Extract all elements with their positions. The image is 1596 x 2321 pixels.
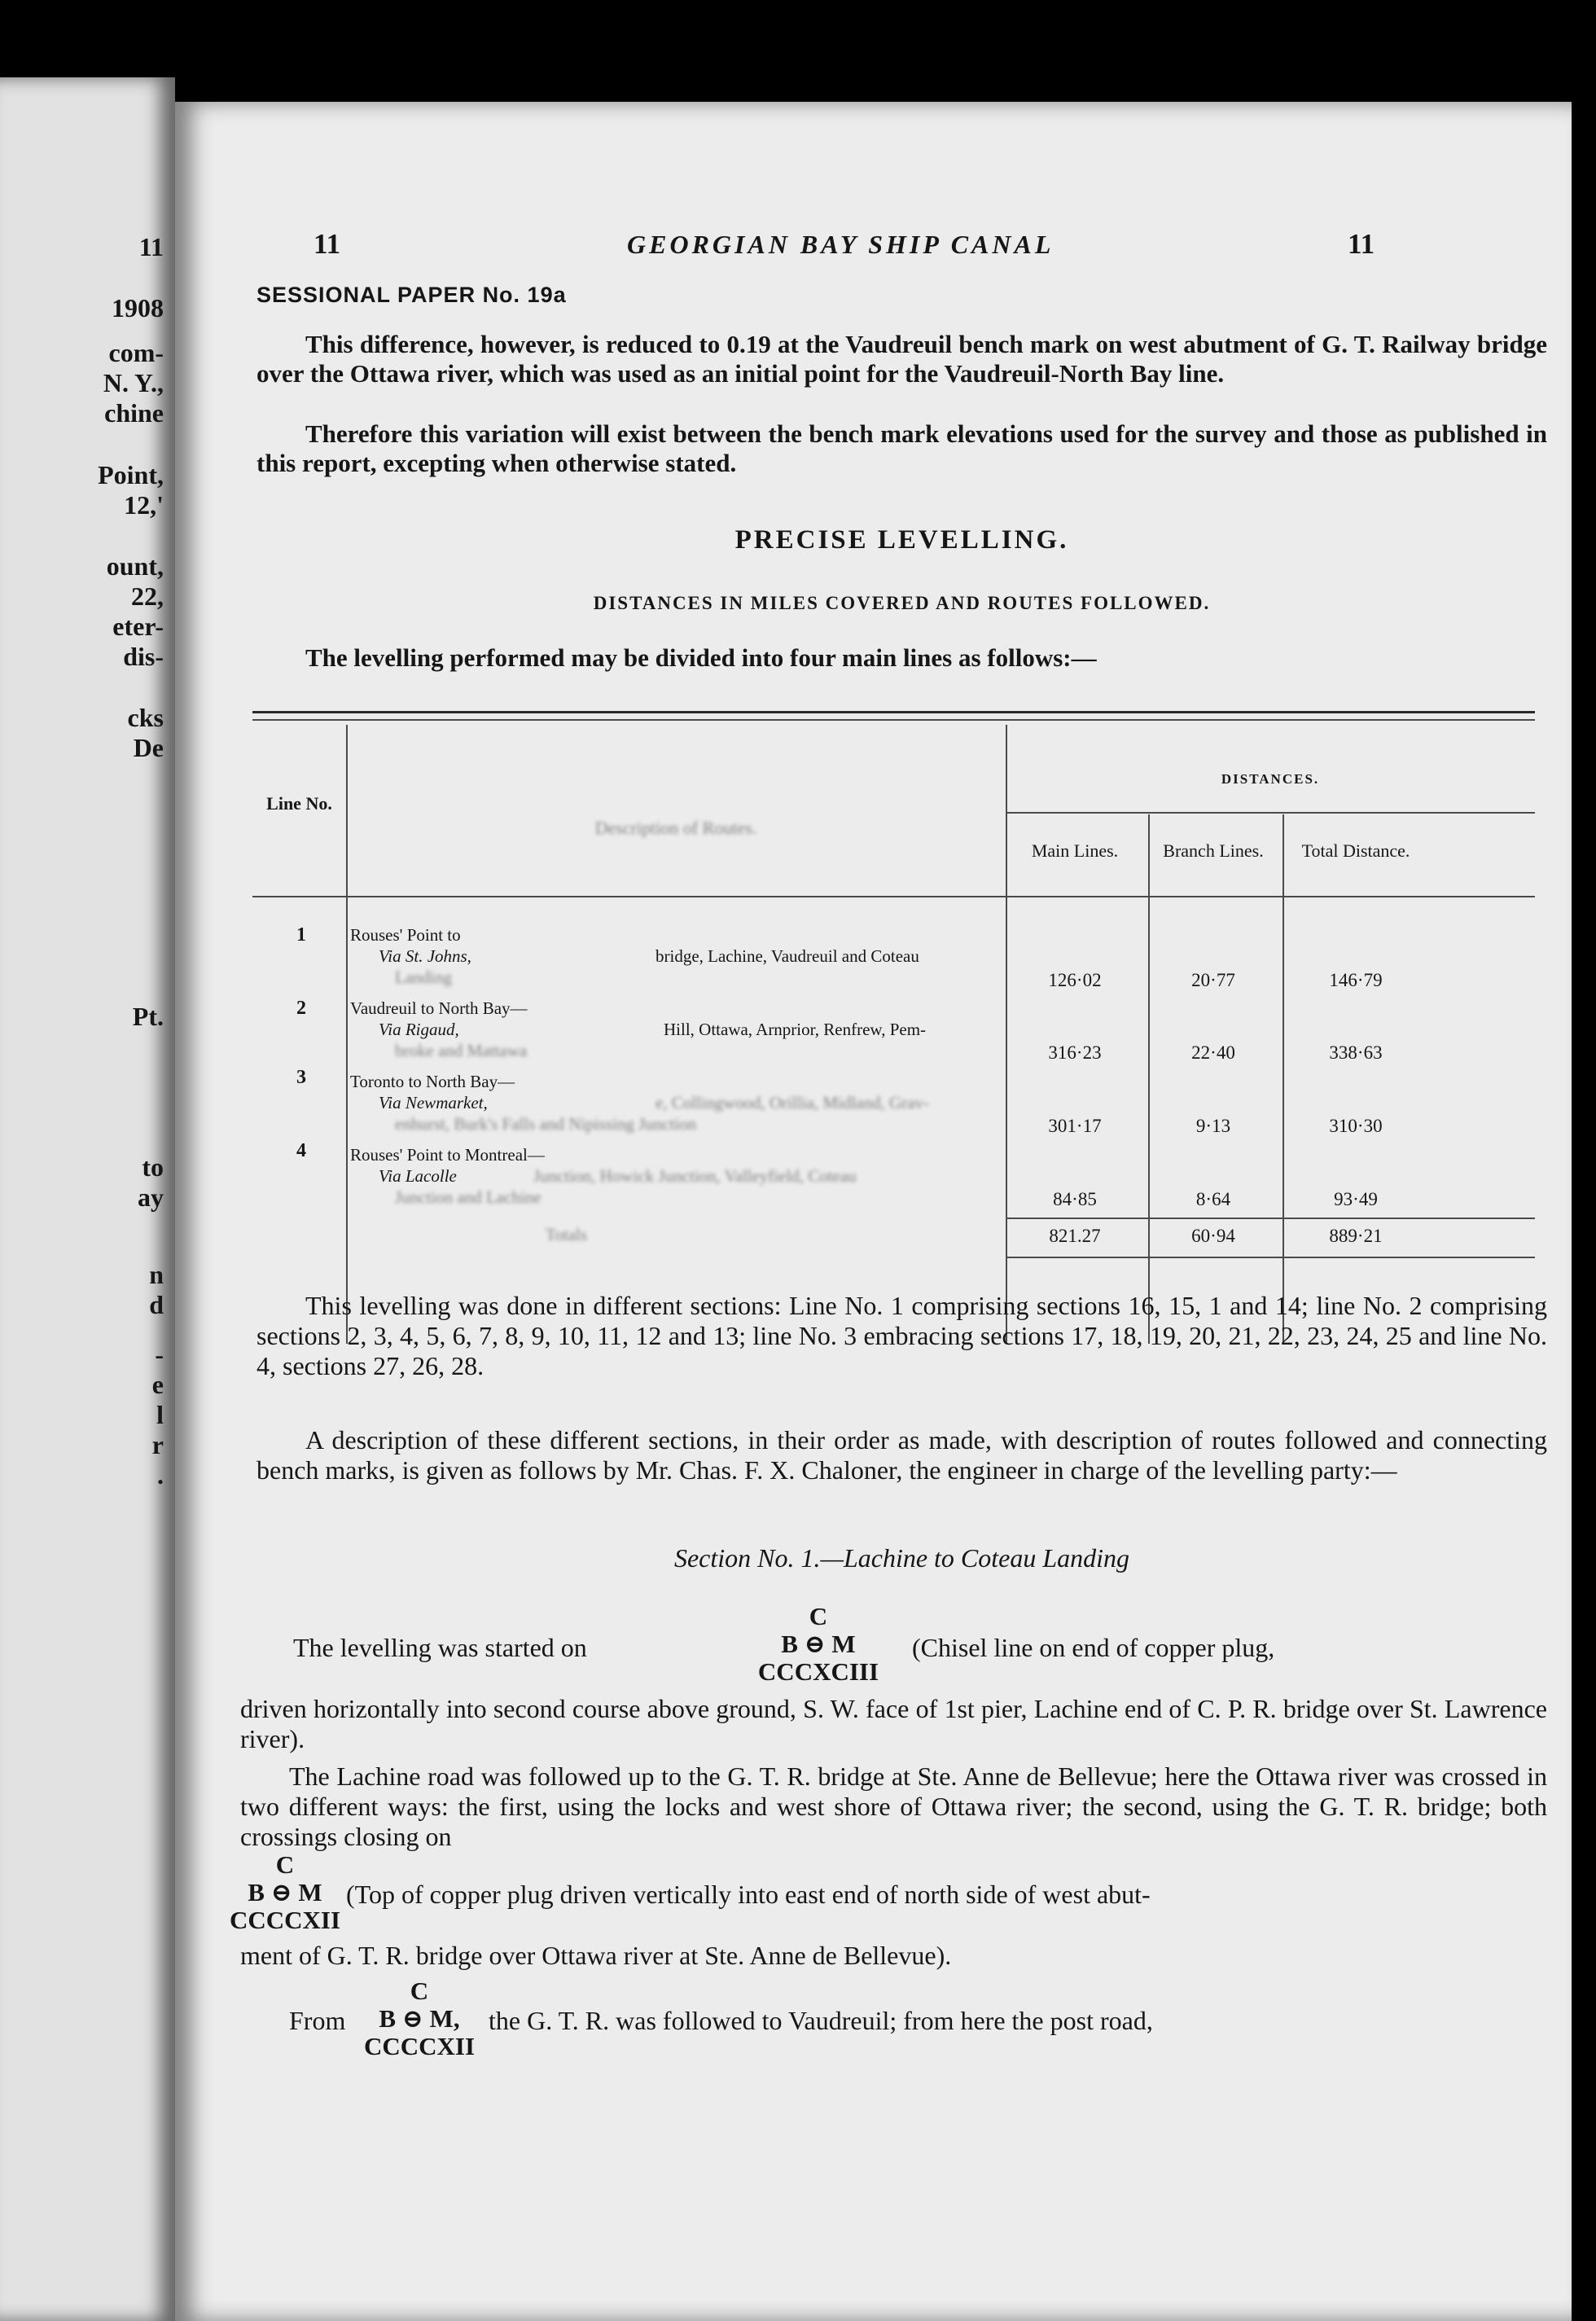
body-paragraph-sections: This levelling was done in different sections: Line No. 1 comprising sections 16, 15, 1 and 14; line No. 2 comprising sections 2, 3, 4, 5, 6, 7, 8, 9, 10, 11, 12 and 13; line No. 3 embracing sections 17, 18, 19, 20, 21, 22, 23, 24, 25 and line No. 4, sections 27, 26, 28. [256, 1291, 1547, 1380]
main-lines-value: 126·02 [1048, 970, 1102, 990]
intro-paragraph-2: Therefore this variation will exist between the bench mark elevations used for the survey and those as published in this report, excepting when otherwise stated. [256, 419, 1547, 477]
page-number-right: 11 [1348, 228, 1375, 260]
table-column-rule [1148, 814, 1150, 1344]
route-end: Landing [395, 967, 452, 987]
table-header-rule [252, 896, 1535, 897]
route-start: Toronto to North Bay— [350, 1072, 515, 1091]
main-lines-value: 301·17 [1048, 1116, 1102, 1136]
body-paragraph-description: A description of these different sections, in their order as made, with description of routes followed and connecting bench marks, is given as follows by Mr. Chas. F. X. Chaloner, the engineer in charge of the levelling party:— [256, 1425, 1547, 1485]
table-column-rule [346, 725, 348, 1344]
bench-mark-symbol: C B ⊖ M CCCCXII [229, 1850, 341, 1934]
bench-mark-symbol: C B ⊖ M CCCXCIII [757, 1602, 879, 1686]
route-end: enhurst, Burk's Falls and Nipissing Junction [395, 1114, 697, 1134]
left-margin-text: N. Y., [103, 368, 164, 397]
route-via-continued: Hill, Ottawa, Arnprior, Renfrew, Pem- [664, 1020, 927, 1039]
table-top-rule [252, 711, 1535, 713]
body-paragraph-vaudreuil: the G. T. R. was followed to Vaudreuil; from here the post road, [489, 2006, 1153, 2035]
bench-mark-symbol: C B ⊖ M, CCCCXII [363, 1977, 476, 2060]
bench-mark-description: (Top of copper plug driven vertically into east end of north side of west abut- [346, 1880, 1151, 1909]
total-distance-value: 93·49 [1334, 1189, 1378, 1209]
left-margin-text: De [133, 733, 164, 762]
route-start: Vaudreuil to North Bay— [350, 998, 528, 1018]
col-header-description: Description of Routes. [594, 818, 757, 838]
left-margin-text: l [156, 1400, 164, 1429]
left-margin-text: chine [104, 398, 164, 428]
total-distance-value: 310·30 [1329, 1116, 1383, 1136]
distances-group-rule [1006, 812, 1535, 814]
totals-total-distance: 889·21 [1329, 1226, 1383, 1246]
totals-label: Totals [546, 1225, 588, 1244]
left-margin-text: to [142, 1152, 164, 1182]
totals-main-lines: 821.27 [1049, 1226, 1101, 1246]
route-end: broke and Mattawa [395, 1041, 528, 1060]
col-header-line-no: Line No. [266, 793, 332, 814]
table-column-rule [1006, 725, 1007, 1344]
body-paragraph-lachine-road: The Lachine road was followed up to the G. T. R. bridge at Ste. Anne de Bellevue; here the Ottawa river was crossed in two different ways: the first, using the locks and west shore of Ottawa river; the second, using the G. T. R. bridge; both crossings closing on [240, 1762, 1547, 1851]
section-heading: PRECISE LEVELLING. [734, 525, 1069, 555]
route-via-continued: bridge, Lachine, Vaudreuil and Coteau [656, 946, 919, 966]
route-via-continued: Junction, Howick Junction, Valleyfield, Coteau [533, 1166, 857, 1186]
branch-lines-value: 9·13 [1195, 1116, 1231, 1136]
left-margin-text: Point, [98, 460, 164, 489]
route-start: Rouses' Point to [350, 925, 461, 945]
line-number: 2 [296, 998, 306, 1019]
left-margin-text: 11 [138, 232, 164, 261]
left-margin-text: n [149, 1260, 164, 1289]
running-title: GEORGIAN BAY SHIP CANAL [627, 230, 1054, 259]
route-via: Via Rigaud, [379, 1020, 459, 1039]
total-distance-value: 146·79 [1329, 970, 1383, 990]
body-paragraph-start: driven horizontally into second course above ground, S. W. face of 1st pier, Lachine end of C. P. R. bridge over St. Lawrence river). [240, 1694, 1547, 1753]
col-header-main-lines: Main Lines. [1031, 840, 1119, 861]
branch-lines-value: 22·40 [1191, 1042, 1235, 1063]
table-column-rule [1282, 814, 1284, 1344]
document-page [175, 102, 1572, 2321]
intro-paragraph-1: This difference, however, is reduced to 0.19 at the Vaudreuil bench mark on west abutment of G. T. Railway bridge over the Ottawa river, which was used as an initial point for the Vaudreuil-North Bay line. [256, 330, 1547, 388]
page-number-left: 11 [314, 228, 341, 260]
left-margin-text: eter- [112, 612, 164, 641]
sessional-paper-label: SESSIONAL PAPER No. 19a [256, 283, 567, 307]
route-via: Via St. Johns, [379, 946, 471, 966]
route-start: Rouses' Point to Montreal— [350, 1145, 545, 1165]
section-title: Section No. 1.—Lachine to Coteau Landing [673, 1543, 1130, 1573]
lead-in-text: The levelling performed may be divided into four main lines as follows:— [305, 643, 1097, 672]
left-margin-text: e [151, 1370, 164, 1399]
sub-heading: DISTANCES IN MILES COVERED AND ROUTES FOLLOWED. [593, 593, 1211, 613]
left-margin-text: r [151, 1430, 164, 1459]
left-margin-text: . [157, 1460, 164, 1490]
left-margin-text: dis- [123, 642, 164, 671]
left-margin-text: - [155, 1340, 164, 1369]
left-margin-text: cks [127, 703, 164, 732]
branch-lines-value: 8·64 [1195, 1189, 1231, 1209]
col-header-total-distance: Total Distance. [1301, 840, 1410, 861]
from-text: From [289, 2006, 346, 2035]
route-via-continued: e, Collingwood, Orillia, Midland, Grav- [656, 1093, 929, 1112]
route-end: Junction and Lachine [395, 1187, 542, 1207]
totals-branch-lines: 60·94 [1191, 1226, 1235, 1246]
bench-mark-description: (Chisel line on end of copper plug, [912, 1633, 1275, 1662]
totals-rule [1006, 1218, 1535, 1219]
left-margin-text: Pt. [132, 1002, 164, 1031]
left-margin-text: d [149, 1290, 164, 1319]
previous-page-edge [0, 77, 175, 2321]
left-margin-text: 12,' [124, 490, 164, 520]
table-bottom-rule [1006, 1257, 1535, 1258]
main-lines-value: 84·85 [1053, 1189, 1097, 1209]
route-via: Via Lacolle [379, 1166, 457, 1186]
branch-lines-value: 20·77 [1191, 970, 1235, 990]
table-top-rule [252, 719, 1535, 721]
line-number: 1 [296, 924, 306, 946]
col-header-branch-lines: Branch Lines. [1163, 840, 1264, 861]
left-margin-text: 22, [131, 581, 164, 611]
left-margin-text: ount, [106, 551, 164, 581]
body-paragraph-abutment: ment of G. T. R. bridge over Ottawa river at Ste. Anne de Bellevue). [240, 1941, 952, 1970]
levelling-start-text: The levelling was started on [293, 1633, 587, 1662]
col-header-distances: DISTANCES. [1221, 771, 1320, 787]
route-via: Via Newmarket, [379, 1093, 488, 1112]
main-lines-value: 316·23 [1048, 1042, 1102, 1063]
left-margin-text: ay [138, 1182, 164, 1212]
total-distance-value: 338·63 [1329, 1042, 1383, 1063]
left-margin-text: 1908 [112, 293, 164, 322]
line-number: 4 [296, 1140, 306, 1161]
line-number: 3 [296, 1067, 306, 1088]
left-margin-text: com- [108, 338, 164, 367]
